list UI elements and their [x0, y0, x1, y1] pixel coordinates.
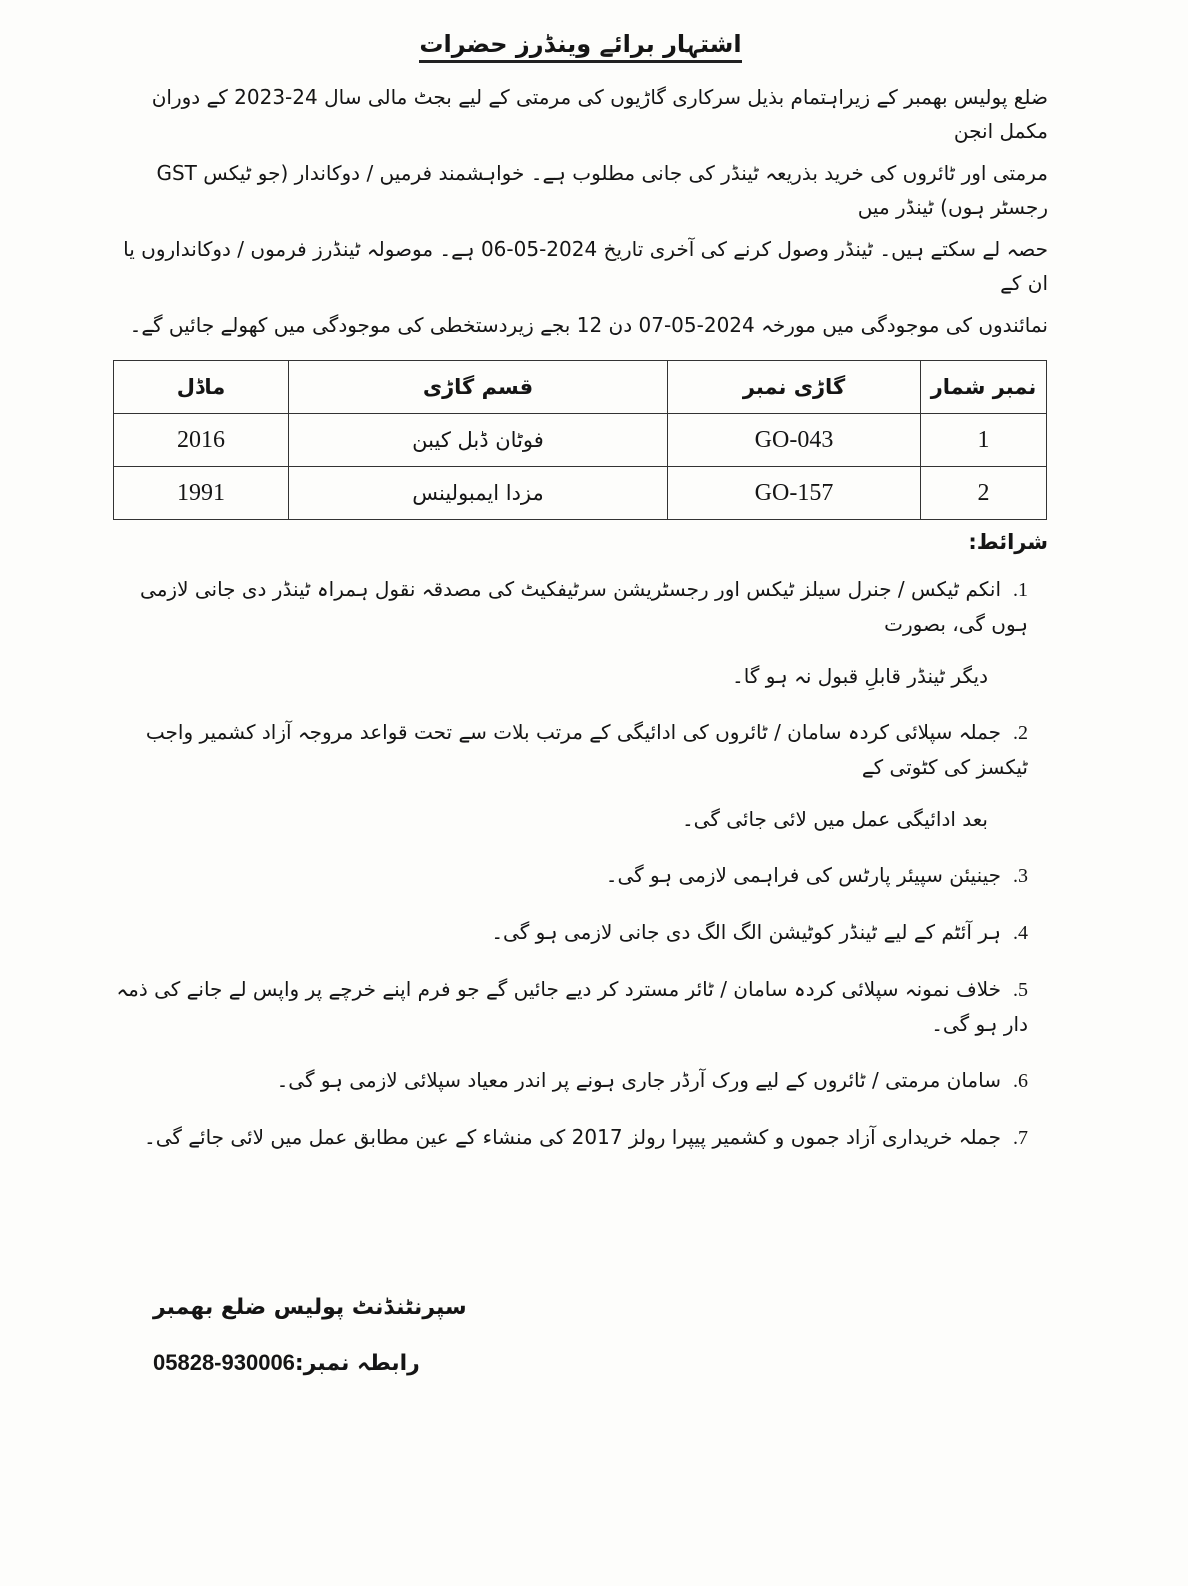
contact-label: رابطہ نمبر: — [294, 1351, 420, 1376]
header-vehicle-type: قسم گاڑی — [289, 361, 668, 414]
condition-item: 2.جملہ سپلائی کردہ سامان / ٹائروں کی ادائیگی کے مرتب بلات سے تحت قواعد مروجہ آزاد کشمیر واجب ٹیکسز کی کٹوتی کے بعد ادائیگی عمل میں لائی جائی گی۔ — [113, 715, 1028, 836]
cell-model: 1991 — [114, 467, 289, 520]
header-vehicle-number: گاڑی نمبر — [668, 361, 921, 414]
intro-line: ضلع پولیس بھمبر کے زیراہتمام بذیل سرکاری گاڑیوں کی مرمتی کے لیے بجٹ مالی سال 24-2023 کے دوران مکمل انجن — [151, 85, 1048, 143]
contact-line — [153, 1350, 1048, 1376]
cell-serial: 2 — [921, 467, 1047, 520]
condition-item: 3.جینیئن سپیئر پارٹس کی فراہمی لازمی ہو گی۔ — [605, 863, 1028, 887]
contact-number: 05828-930006 — [153, 1350, 295, 1375]
condition-item: 4.ہر آئٹم کے لیے ٹینڈر کوٹیشن الگ الگ دی جانی لازمی ہو گی۔ — [491, 920, 1028, 944]
condition-item: 6.سامان مرمتی / ٹائروں کے لیے ورک آرڈر جاری ہونے پر اندر معیاد سپلائی لازمی ہو گی۔ — [276, 1068, 1028, 1092]
table-row — [114, 467, 1047, 520]
condition-continuation: دیگر ٹینڈر قابلِ قبول نہ ہو گا۔ — [732, 664, 988, 688]
cell-model: 2016 — [114, 414, 289, 467]
header-model: ماڈل — [114, 361, 289, 414]
intro-line: حصہ لے سکتے ہیں۔ ٹینڈر وصول کرنے کی آخری تاریخ 2024-05-06 ہے۔ موصولہ ٹینڈرز فرموں / دوکانداروں یا ان کے — [123, 237, 1048, 295]
cell-vehicle-number: GO-157 — [668, 467, 921, 520]
conditions-heading: شرائط: — [968, 530, 1048, 554]
conditions-list — [113, 572, 1048, 1155]
condition-continuation: بعد ادائیگی عمل میں لائی جائی گی۔ — [681, 807, 988, 831]
intro-line: مرمتی اور ٹائروں کی خرید بذریعہ ٹینڈر کی جانی مطلوب ہے۔ خواہشمند فرمیں / دوکاندار (جو ٹیکس GST رجسٹر ہوں) ٹینڈر میں — [156, 161, 1048, 219]
condition-item: 7.جملہ خریداری آزاد جموں و کشمیر پیپرا رولز 2017 کی منشاء کے عین مطابق عمل میں لائی جائے گی۔ — [144, 1125, 1028, 1149]
table-header-row — [114, 361, 1047, 414]
signature-designation: سپرنٹنڈنٹ پولیس ضلع بھمبر — [153, 1295, 467, 1320]
cell-vehicle-type: مزدا ایمبولینس — [289, 467, 668, 520]
cell-vehicle-type: فوٹان ڈبل کیبن — [289, 414, 668, 467]
vehicle-table — [113, 360, 1047, 520]
cell-serial: 1 — [921, 414, 1047, 467]
condition-item: 1.انکم ٹیکس / جنرل سیلز ٹیکس اور رجسٹریشن سرٹیفکیٹ کی مصدقہ نقول ہمراہ ٹینڈر دی جانی لازمی ہوں گی، بصورت دیگر ٹینڈر قابلِ قبول نہ ہو گا۔ — [113, 572, 1028, 693]
intro-line: نمائندوں کی موجودگی میں مورخہ 2024-05-07 دن 12 بجے زیردستخطی کی موجودگی میں کھولے جائیں گے۔ — [129, 313, 1048, 337]
cell-vehicle-number: GO-043 — [668, 414, 921, 467]
document-title: اشتہار برائے وینڈرز حضرات — [113, 30, 1048, 58]
table-row — [114, 414, 1047, 467]
header-serial: نمبر شمار — [921, 361, 1047, 414]
condition-item: 5.خلاف نمونہ سپلائی کردہ سامان / ٹائر مسترد کر دیے جائیں گے جو فرم اپنے خرچے پر واپس لے جانے کی ذمہ دار ہو گی۔ — [116, 977, 1028, 1036]
signature-block — [113, 1295, 1048, 1376]
